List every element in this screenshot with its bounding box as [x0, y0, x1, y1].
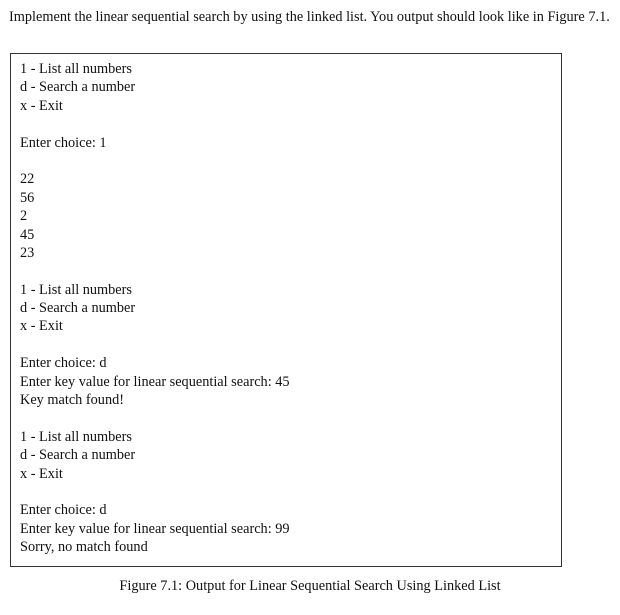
output-line: x - Exit — [20, 318, 63, 335]
output-line: 1 - List all numbers — [20, 61, 132, 77]
output-line: Key match found! — [20, 392, 125, 409]
blank-line — [20, 336, 561, 354]
instruction-text: Implement the linear sequential search by using the linked list. You output should look like in Figure 7.1. — [9, 9, 610, 25]
output-line: 45 — [20, 226, 35, 243]
output-line: d - Search a number — [20, 447, 136, 464]
output-line: Enter choice: 1 — [20, 134, 107, 151]
output-line: 1 - List all numbers — [20, 281, 132, 298]
output-line: Enter choice: d — [20, 502, 107, 519]
blank-line — [20, 409, 561, 427]
output-line: d - Search a number — [20, 79, 136, 96]
output-line: 23 — [20, 244, 35, 261]
output-line: 56 — [20, 189, 35, 206]
output-line: 1 - List all numbers — [20, 428, 132, 445]
output-line: Enter key value for linear sequential search: 99 — [20, 520, 290, 537]
blank-line — [20, 262, 561, 280]
output-line: d - Search a number — [20, 300, 136, 317]
output-line: Enter choice: d — [20, 355, 107, 372]
program-output-box — [10, 53, 562, 567]
output-line: Enter key value for linear sequential search: 45 — [20, 373, 290, 390]
output-line: 2 — [20, 208, 28, 225]
figure-caption: Figure 7.1: Output for Linear Sequential Search Using Linked List — [119, 578, 501, 594]
output-line: Sorry, no match found — [20, 539, 148, 556]
output-line: x - Exit — [20, 97, 63, 114]
output-line: 22 — [20, 171, 35, 188]
output-line: x - Exit — [20, 465, 63, 482]
blank-line — [20, 483, 561, 501]
blank-line — [20, 152, 561, 170]
blank-line — [20, 115, 561, 133]
